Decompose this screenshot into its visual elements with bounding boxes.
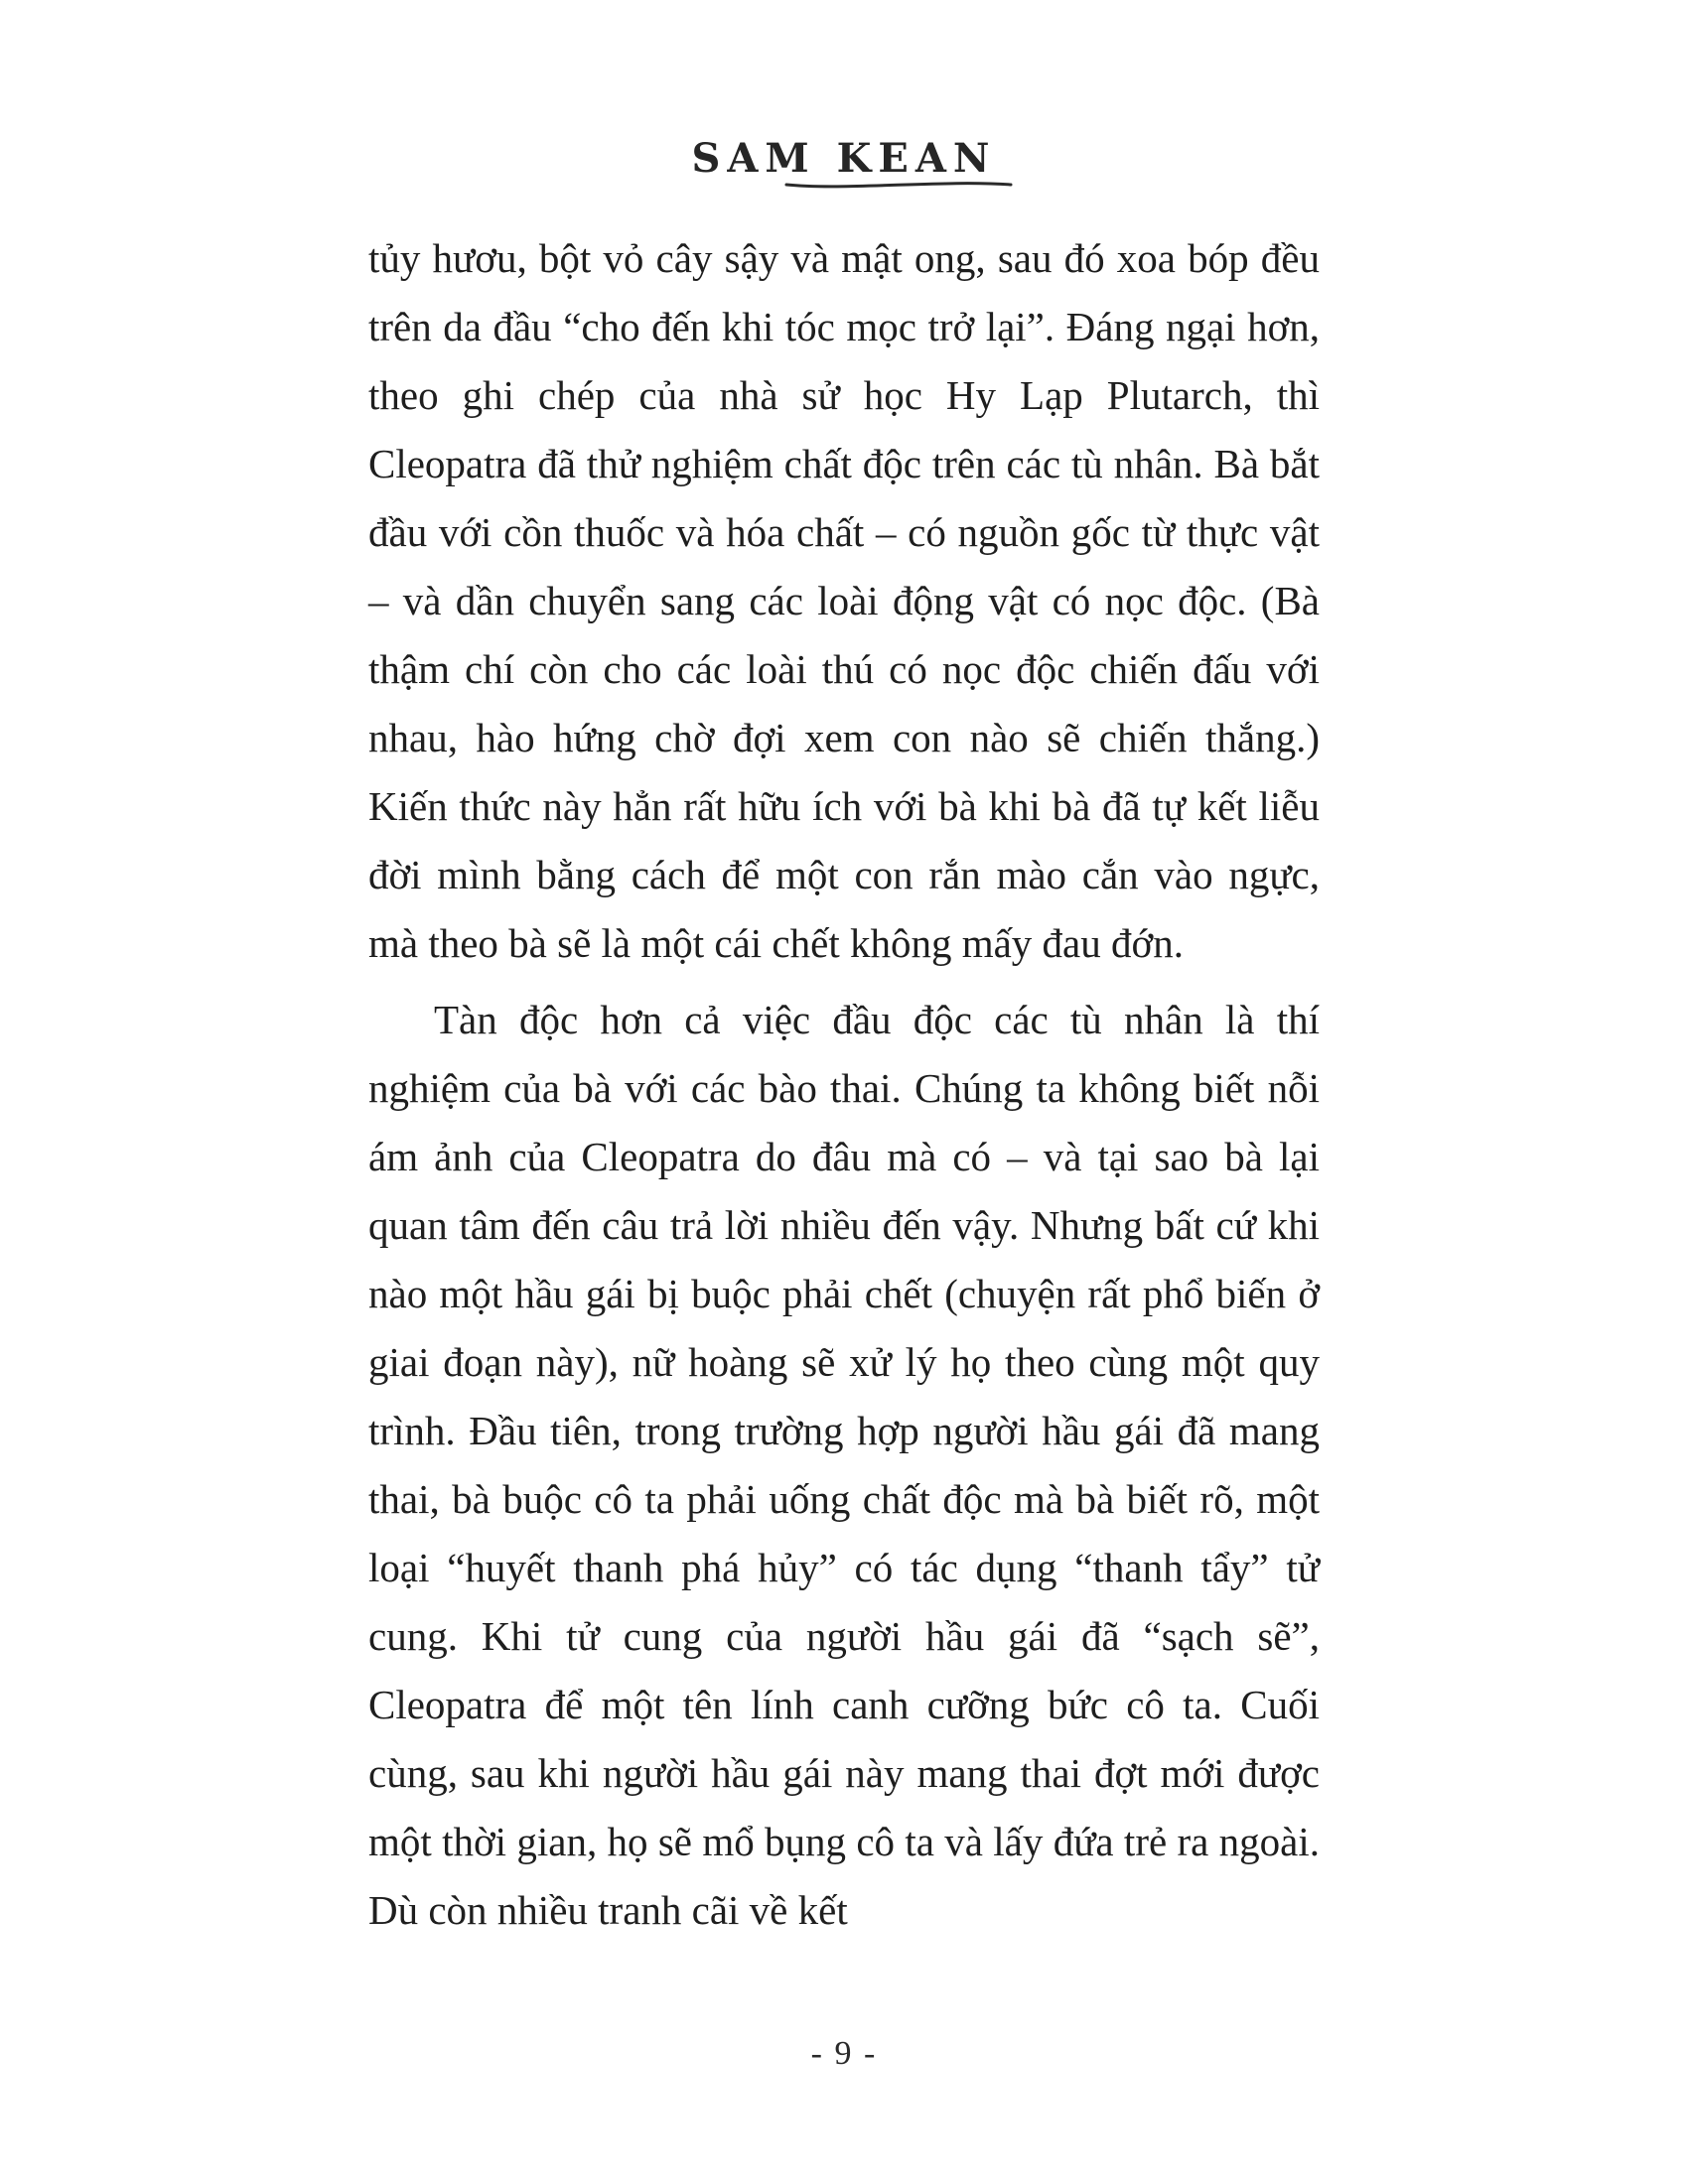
- author-name: SAM KEAN: [691, 135, 997, 182]
- running-header: [0, 135, 1688, 192]
- body-text: [368, 224, 1320, 1945]
- paragraph: tủy hươu, bột vỏ cây sậy và mật ong, sau đó xoa bóp đều trên da đầu “cho đến khi tóc mọc trở lại”. Đáng ngại hơn, theo ghi chép của nhà sử học Hy Lạp Plutarch, thì Cleopatra đã thử nghiệm chất độc trên các tù nhân. Bà bắt đầu với cồn thuốc và hóa chất – có nguồn gốc từ thực vật – và dần chuyển sang các loài động vật có nọc độc. (Bà thậm chí còn cho các loài thú có nọc độc chiến đấu với nhau, hào hứng chờ đợi xem con nào sẽ chiến thắng.) Kiến thức này hẳn rất hữu ích với bà khi bà đã tự kết liễu đời mình bằng cách để một con rắn mào cắn vào ngực, mà theo bà sẽ là một cái chết không mấy đau đớn.: [368, 235, 1320, 966]
- page-number: - 9 -: [810, 2035, 878, 2072]
- paragraph: Tàn độc hơn cả việc đầu độc các tù nhân là thí nghiệm của bà với các bào thai. Chúng ta không biết nỗi ám ảnh của Cleopatra do đâu mà có – và tại sao bà lại quan tâm đến câu trả lời nhiều đến vậy. Nhưng bất cứ khi nào một hầu gái bị buộc phải chết (chuyện rất phổ biến ở giai đoạn này), nữ hoàng sẽ xử lý họ theo cùng một quy trình. Đầu tiên, trong trường hợp người hầu gái đã mang thai, bà buộc cô ta phải uống chất độc mà bà biết rõ, một loại “huyết thanh phá hủy” có tác dụng “thanh tẩy” tử cung. Khi tử cung của người hầu gái đã “sạch sẽ”, Cleopatra để một tên lính canh cưỡng bức cô ta. Cuối cùng, sau khi người hầu gái này mang thai đợt mới được một thời gian, họ sẽ mổ bụng cô ta và lấy đứa trẻ ra ngoài. Dù còn nhiều tranh cãi về kết: [368, 997, 1320, 1933]
